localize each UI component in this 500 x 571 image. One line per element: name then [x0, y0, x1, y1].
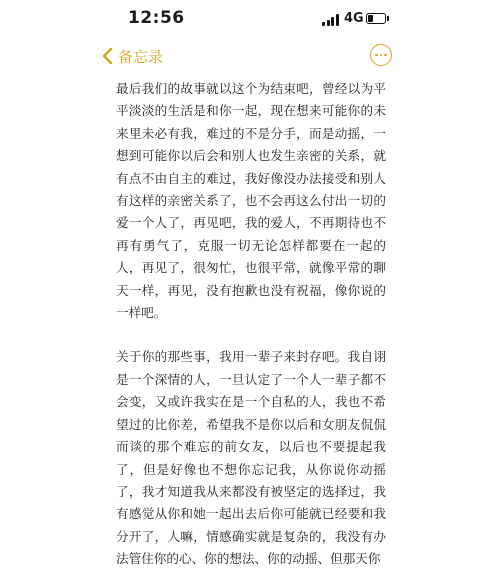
note-body[interactable]: [116, 78, 386, 571]
navigation-bar: [0, 40, 500, 72]
battery-icon: [366, 13, 386, 24]
back-label: 备忘录: [118, 47, 164, 66]
status-time: 12:56: [128, 8, 185, 28]
note-paragraph: 最后我们的故事就以这个为结束吧，曾经以为平平淡淡的生活是和你一起，现在想来可能你的未来里未必有我，难过的不是分手，而是动摇，一想到可能你以后会和别人也发生亲密的关系，就有点不由自主的难过，我好像没办法接受和别人有这样的亲密关系了，也不会再这么付出一切的爱一个人了，再见吧，我的爱人，不再期待也不再有勇气了，克服一切无论怎样都要在一起的人，再见了，很匆忙，也很平常，就像平常的聊天一样，再见，没有抱歉也没有祝福，像你说的一样吧。: [116, 81, 386, 321]
signal-icon: [322, 14, 340, 26]
chevron-left-icon: [100, 46, 116, 66]
back-button[interactable]: [100, 44, 163, 68]
note-paragraph: 关于你的那些事，我用一辈子来封存吧。我自诩是一个深情的人，一旦认定了一个人一辈子都不会变，又或许我实在是一个自私的人，我也不希望过的比你差，希望我不是你以后和女朋友侃侃而谈的那个难忘的前女友，以后也不要提起我了，但是好像也不想你忘记我，从你说你动摇了，我才知道我从来都没有被坚定的选择过，我有感觉从你和她一起出去后你可能就已经要和我分开了，人嘛，情感确实就是复杂的，我没有办法管住你的心、你的想法、你的动摇、但那天你: [116, 349, 386, 567]
network-type: 4G: [344, 11, 364, 26]
status-bar: [0, 0, 500, 40]
battery-level: [368, 15, 373, 22]
more-icon[interactable]: [370, 44, 392, 66]
